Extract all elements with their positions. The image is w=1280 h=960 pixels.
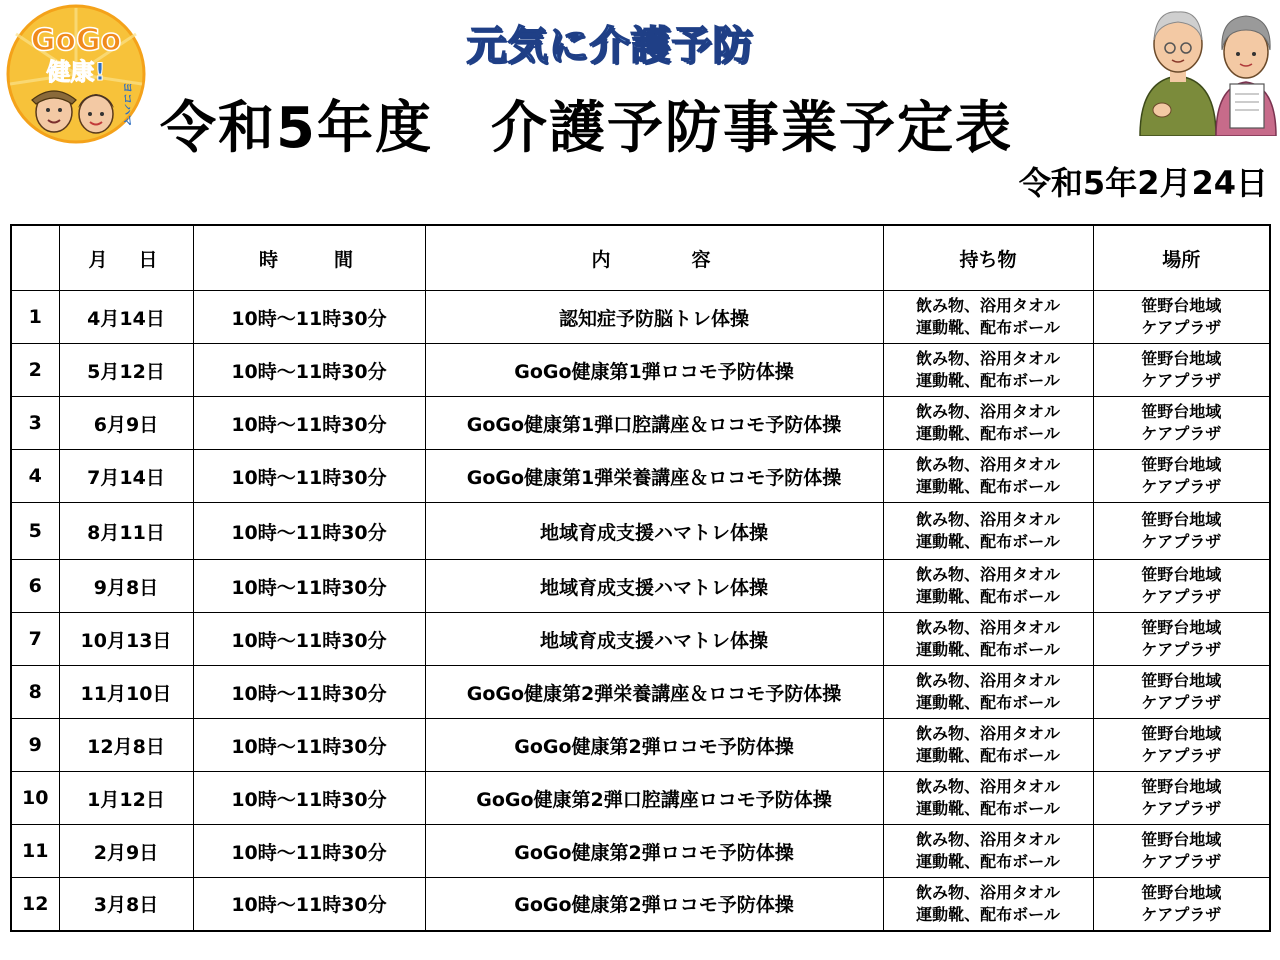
- row-place-line: 笹野台地域: [1141, 777, 1222, 796]
- row-items-line: 飲み物、浴用タオル: [915, 724, 1060, 743]
- row-number: 4: [11, 450, 59, 503]
- row-items-line: 運動靴、配布ボール: [916, 693, 1060, 712]
- row-time: 10時～11時30分: [193, 344, 425, 397]
- row-items-line: 飲み物、浴用タオル: [915, 402, 1060, 421]
- row-items-line: 運動靴、配布ボール: [916, 640, 1060, 659]
- row-number: 5: [11, 503, 59, 560]
- row-place-line: 笹野台地域: [1141, 882, 1222, 902]
- row-items: [883, 450, 1093, 503]
- row-time: 10時～11時30分: [193, 825, 425, 878]
- row-items-line: 飲み物、浴用タオル: [915, 830, 1060, 849]
- row-content: GoGo健康第2弾ロコモ予防体操: [425, 719, 883, 772]
- logo-side-text: ヨコハマ: [121, 82, 134, 126]
- table-row: [11, 772, 1270, 825]
- row-items-line: 飲み物、浴用タオル: [915, 455, 1060, 474]
- row-time: 10時～11時30分: [193, 397, 425, 450]
- row-place-line: ケアプラザ: [1141, 532, 1222, 551]
- table-row: [11, 450, 1270, 503]
- row-place-line: ケアプラザ: [1141, 318, 1222, 337]
- row-content: GoGo健康第2弾ロコモ予防体操: [425, 825, 883, 878]
- row-items: [883, 560, 1093, 613]
- row-time: 10時～11時30分: [193, 450, 425, 503]
- row-content: GoGo健康第1弾ロコモ予防体操: [425, 344, 883, 397]
- row-items-line: 飲み物、浴用タオル: [915, 882, 1060, 902]
- row-place: [1093, 772, 1270, 825]
- row-items: [883, 291, 1093, 344]
- row-place-line: 笹野台地域: [1141, 455, 1222, 474]
- row-items-line: 運動靴、配布ボール: [916, 318, 1060, 337]
- table-row: [11, 503, 1270, 560]
- col-header-no: [11, 225, 59, 291]
- elderly-couple-illustration: [1134, 0, 1280, 136]
- row-items: [883, 825, 1093, 878]
- issue-date: 令和5年2月24日: [1018, 164, 1268, 202]
- row-items: [883, 878, 1093, 931]
- row-place-line: 笹野台地域: [1141, 565, 1222, 584]
- row-place: [1093, 825, 1270, 878]
- row-place-line: ケアプラザ: [1141, 746, 1222, 765]
- row-date: 6月9日: [59, 397, 193, 450]
- row-date: 8月11日: [59, 503, 193, 560]
- row-place-line: 笹野台地域: [1141, 830, 1222, 849]
- row-date: 2月9日: [59, 825, 193, 878]
- table-row: [11, 825, 1270, 878]
- col-header-items: 持ち物: [883, 225, 1093, 291]
- row-content: GoGo健康第1弾口腔講座＆ロコモ予防体操: [425, 397, 883, 450]
- row-time: 10時～11時30分: [193, 719, 425, 772]
- row-place-line: ケアプラザ: [1141, 693, 1222, 712]
- row-date: 9月8日: [59, 560, 193, 613]
- row-place-line: ケアプラザ: [1141, 477, 1222, 496]
- row-items-line: 飲み物、浴用タオル: [915, 565, 1060, 584]
- table-row: [11, 397, 1270, 450]
- row-items-line: 運動靴、配布ボール: [916, 587, 1060, 606]
- table-row: [11, 878, 1270, 931]
- row-items: [883, 503, 1093, 560]
- row-number: 8: [11, 666, 59, 719]
- row-place: [1093, 666, 1270, 719]
- row-items-line: 運動靴、配布ボール: [916, 852, 1060, 871]
- row-place-line: 笹野台地域: [1141, 296, 1222, 315]
- row-place-line: ケアプラザ: [1141, 904, 1222, 924]
- row-items-line: 運動靴、配布ボール: [916, 371, 1060, 390]
- row-place-line: 笹野台地域: [1141, 671, 1222, 690]
- col-header-place: 場所: [1093, 225, 1270, 291]
- row-place: [1093, 719, 1270, 772]
- row-place: [1093, 503, 1270, 560]
- row-content: 地域育成支援ハマトレ体操: [425, 503, 883, 560]
- row-items: [883, 613, 1093, 666]
- row-place-line: ケアプラザ: [1141, 799, 1222, 818]
- row-items-line: 運動靴、配布ボール: [916, 746, 1060, 765]
- col-header-date: 月 日: [59, 225, 193, 291]
- row-number: 7: [11, 613, 59, 666]
- col-header-content: 内 容: [425, 225, 883, 291]
- row-place: [1093, 878, 1270, 931]
- row-number: 9: [11, 719, 59, 772]
- table-header-row: [11, 225, 1270, 291]
- row-date: 1月12日: [59, 772, 193, 825]
- row-place: [1093, 397, 1270, 450]
- table-row: [11, 719, 1270, 772]
- row-number: 11: [11, 825, 59, 878]
- row-place-line: 笹野台地域: [1141, 618, 1222, 637]
- row-items-line: 飲み物、浴用タオル: [915, 349, 1060, 368]
- row-place-line: ケアプラザ: [1141, 852, 1222, 871]
- row-time: 10時～11時30分: [193, 666, 425, 719]
- row-date: 5月12日: [59, 344, 193, 397]
- col-header-time: 時 間: [193, 225, 425, 291]
- row-place-line: ケアプラザ: [1141, 371, 1222, 390]
- row-time: 10時～11時30分: [193, 878, 425, 931]
- row-items-line: 運動靴、配布ボール: [916, 424, 1060, 443]
- row-date: 10月13日: [59, 613, 193, 666]
- row-items-line: 飲み物、浴用タオル: [915, 296, 1060, 315]
- row-place: [1093, 450, 1270, 503]
- row-content: GoGo健康第1弾栄養講座＆ロコモ予防体操: [425, 450, 883, 503]
- row-time: 10時～11時30分: [193, 503, 425, 560]
- row-time: 10時～11時30分: [193, 560, 425, 613]
- row-date: 7月14日: [59, 450, 193, 503]
- gogo-kenko-logo: [6, 4, 146, 144]
- row-date: 11月10日: [59, 666, 193, 719]
- row-place-line: 笹野台地域: [1141, 510, 1222, 529]
- row-items: [883, 772, 1093, 825]
- row-items: [883, 666, 1093, 719]
- row-place-line: ケアプラザ: [1141, 640, 1222, 659]
- row-items-line: 飲み物、浴用タオル: [915, 618, 1060, 637]
- row-time: 10時～11時30分: [193, 772, 425, 825]
- table-row: [11, 666, 1270, 719]
- logo-text-kenko: 健康!: [46, 58, 106, 86]
- row-number: 12: [11, 878, 59, 931]
- row-place-line: ケアプラザ: [1141, 587, 1222, 606]
- row-content: GoGo健康第2弾ロコモ予防体操: [425, 878, 883, 931]
- row-content: GoGo健康第2弾栄養講座＆ロコモ予防体操: [425, 666, 883, 719]
- row-time: 10時～11時30分: [193, 613, 425, 666]
- row-items-line: 運動靴、配布ボール: [916, 904, 1060, 924]
- row-content: 認知症予防脳トレ体操: [425, 291, 883, 344]
- logo-text-gogo: GoGo: [30, 23, 122, 58]
- table-row: [11, 344, 1270, 397]
- row-place: [1093, 613, 1270, 666]
- row-content: GoGo健康第2弾口腔講座ロコモ予防体操: [425, 772, 883, 825]
- row-items-line: 運動靴、配布ボール: [916, 532, 1060, 551]
- row-content: 地域育成支援ハマトレ体操: [425, 613, 883, 666]
- row-items: [883, 397, 1093, 450]
- row-items-line: 運動靴、配布ボール: [916, 799, 1060, 818]
- row-place: [1093, 291, 1270, 344]
- row-place: [1093, 344, 1270, 397]
- schedule-table: [10, 224, 1271, 932]
- row-number: 2: [11, 344, 59, 397]
- table-row: [11, 613, 1270, 666]
- row-number: 1: [11, 291, 59, 344]
- row-place-line: 笹野台地域: [1141, 349, 1222, 368]
- table-row: [11, 291, 1270, 344]
- table-row: [11, 560, 1270, 613]
- row-date: 3月8日: [59, 878, 193, 931]
- row-place-line: 笹野台地域: [1141, 402, 1222, 421]
- page-title: 令和5年度 介護予防事業予定表: [160, 96, 1013, 161]
- row-content: 地域育成支援ハマトレ体操: [425, 560, 883, 613]
- row-number: 3: [11, 397, 59, 450]
- logo-woman-face: [78, 94, 114, 133]
- row-items: [883, 344, 1093, 397]
- row-place: [1093, 560, 1270, 613]
- row-items-line: 飲み物、浴用タオル: [915, 510, 1060, 529]
- row-number: 6: [11, 560, 59, 613]
- row-items: [883, 719, 1093, 772]
- row-number: 10: [11, 772, 59, 825]
- row-date: 12月8日: [59, 719, 193, 772]
- row-items-line: 運動靴、配布ボール: [916, 477, 1060, 496]
- row-items-line: 飲み物、浴用タオル: [915, 671, 1060, 690]
- row-place-line: 笹野台地域: [1141, 724, 1222, 743]
- row-date: 4月14日: [59, 291, 193, 344]
- subtitle: 元気に介護予防: [466, 23, 754, 69]
- row-time: 10時～11時30分: [193, 291, 425, 344]
- row-items-line: 飲み物、浴用タオル: [915, 777, 1060, 796]
- row-place-line: ケアプラザ: [1141, 424, 1222, 443]
